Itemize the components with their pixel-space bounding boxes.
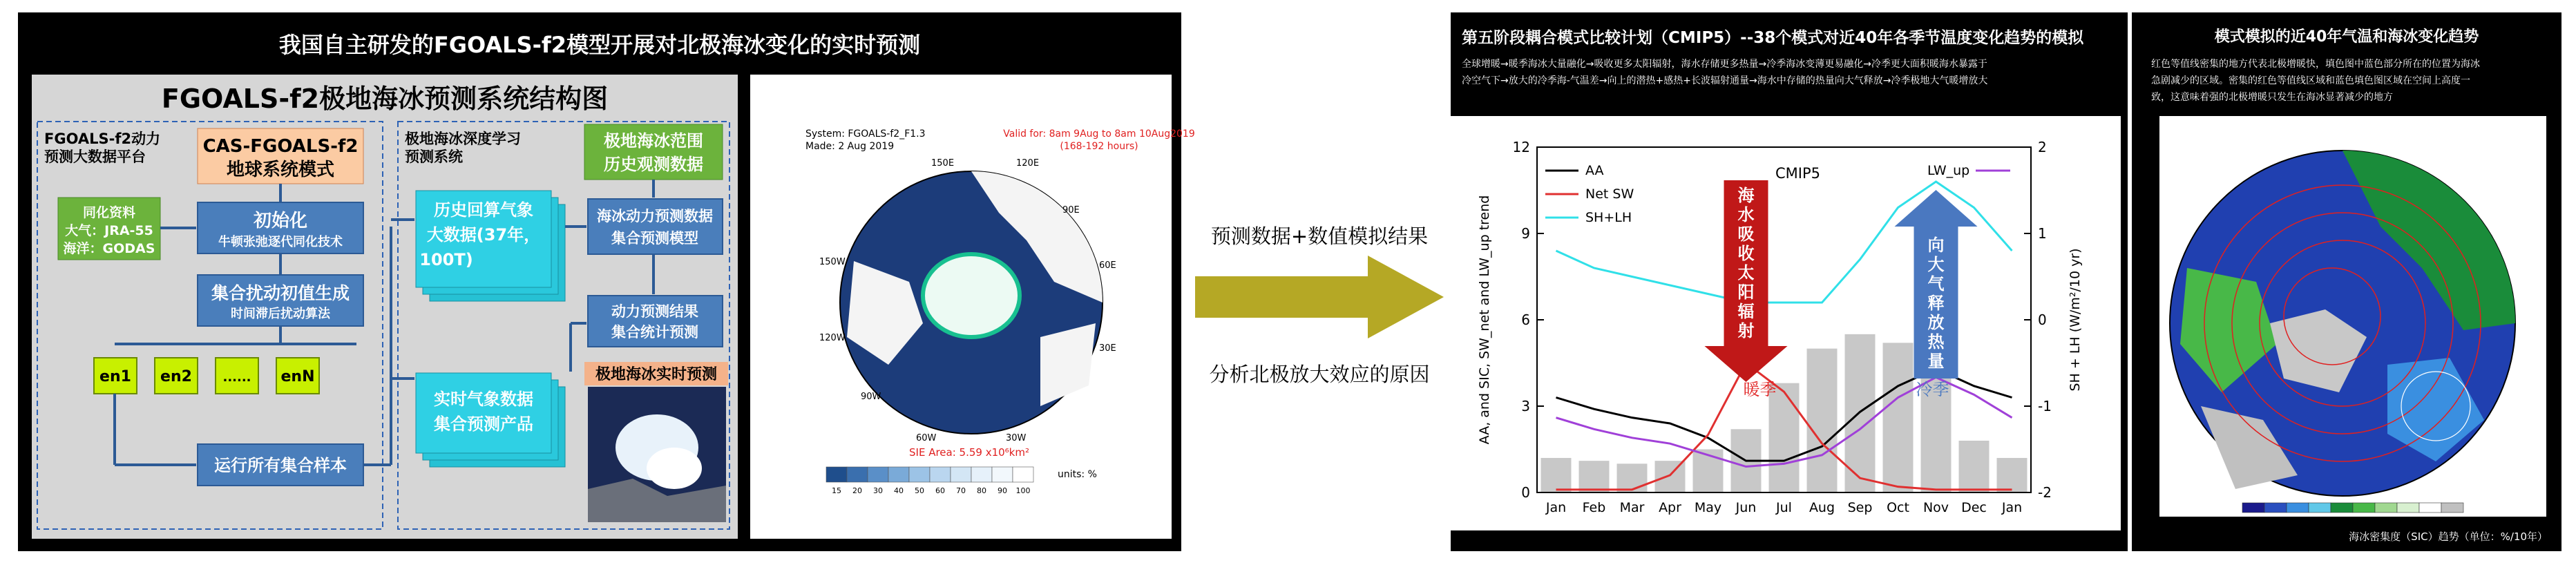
middle-bottom-text: 分析北极放大效应的原因 xyxy=(1209,363,1430,386)
map-colorbar-tick: 20 xyxy=(852,486,862,495)
map-sie-area: SIE Area: 5.59 x10⁶km² xyxy=(909,446,1029,459)
map-colorbar-cell xyxy=(930,467,951,482)
right-panel-desc-1: 全球增暖→暖季海冰大量融化→吸收更多太阳辐射，海水存储更多热量→冷季海冰变薄更易融化→冷季更大面积暖海水暴露于 xyxy=(1462,59,1987,70)
chart-ytick-label: 9 xyxy=(1521,225,1530,242)
trend-colorbar-cell xyxy=(2353,503,2375,513)
big-arrow xyxy=(1195,256,1451,338)
ens-gen-label-1: 集合扰动初值生成 xyxy=(211,283,350,303)
chart-ytick-label: 12 xyxy=(1512,139,1530,155)
map-colorbar-cell xyxy=(888,467,909,482)
map-colorbar xyxy=(826,467,1033,495)
up-arrow-char: 向 xyxy=(1927,236,1945,255)
trend-colorbar-cell xyxy=(2441,503,2463,513)
history-label-1: 历史回算气象 xyxy=(434,200,533,220)
ens-gen-label-2: 时间滞后扰动算法 xyxy=(231,307,330,321)
map-lon-label: 90E xyxy=(1062,205,1080,216)
left-group-label-1: FGOALS-f2动力 xyxy=(44,131,161,147)
map-colorbar-tick: 60 xyxy=(935,486,945,495)
structure-diagram xyxy=(32,75,738,539)
chart-xtick-label: Nov xyxy=(1923,500,1949,515)
map-lon-label: 120E xyxy=(1016,158,1040,169)
chart-xtick-label: Aug xyxy=(1809,500,1835,515)
chart-ytick-label: 0 xyxy=(1521,484,1530,501)
cas-box-label-1: CAS-FGOALS-f2 xyxy=(202,136,359,157)
history-label-2: 大数据(37年， xyxy=(426,225,541,245)
dyn-stats-label-2: 集合统计预测 xyxy=(611,324,698,341)
chart-y2tick-label: 1 xyxy=(2038,225,2047,242)
cmip5-chart-svg xyxy=(1451,116,2121,530)
chart-y2tick-label: -2 xyxy=(2038,484,2052,501)
right-small-panel xyxy=(2132,12,2561,551)
map-system: System: FGOALS-f2_F1.3 xyxy=(805,128,926,140)
chart-xtick-label: May xyxy=(1694,500,1722,515)
member-en1 xyxy=(94,358,137,394)
down-arrow-char: 吸 xyxy=(1737,224,1755,244)
member-enN xyxy=(276,358,319,394)
assim-label-1: 同化资料 xyxy=(82,205,136,220)
member-dots-label: ...... xyxy=(222,370,251,385)
obs-label-2: 历史观测数据 xyxy=(604,155,703,174)
map-colorbar-tick: 70 xyxy=(956,486,966,495)
obs-label-1: 极地海冰范围 xyxy=(604,131,703,151)
chart-y2tick-label: 0 xyxy=(2038,312,2047,328)
chart-bar xyxy=(1959,441,1990,492)
chart-xtick-label: Mar xyxy=(1619,500,1645,515)
trend-colorbar-cell xyxy=(2375,503,2397,513)
up-arrow-char: 热 xyxy=(1927,332,1945,352)
map-colorbar-tick: 15 xyxy=(832,486,841,495)
chart-y2tick-label: -1 xyxy=(2038,398,2052,414)
realtime-box xyxy=(416,373,551,453)
map-lon-label: 30W xyxy=(1006,433,1027,443)
up-arrow-char: 放 xyxy=(1927,313,1945,332)
trend-colorbar-cell xyxy=(2287,503,2309,513)
polar-land-3 xyxy=(1040,323,1096,406)
chart-ytick-label: 3 xyxy=(1521,398,1530,414)
chart-bar xyxy=(1807,349,1838,492)
chart-legend-label: SH+LH xyxy=(1585,210,1632,225)
right-small-title: 模式模拟的近40年气温和海冰变化趋势 xyxy=(2214,28,2479,46)
map-units: units: % xyxy=(1058,469,1097,480)
right-panel xyxy=(1451,12,2128,551)
member-en2-label: en2 xyxy=(160,368,192,385)
left-panel-title: 我国自主研发的FGOALS-f2模型开展对北极海冰变化的实时预测 xyxy=(278,32,921,58)
dyn-model-label-2: 集合预测模型 xyxy=(611,230,698,247)
right-small-desc-3: 致，这意味着强的北极增暖只发生在海冰显著减少的地方 xyxy=(2151,92,2393,103)
chart-legend-label: LW_up xyxy=(1927,163,1970,178)
chart-title: CMIP5 xyxy=(1775,165,1820,182)
chart-legend-label: Net SW xyxy=(1585,186,1634,202)
trend-colorbar-cell xyxy=(2419,503,2441,513)
map-colorbar-cell xyxy=(826,467,847,482)
assim-label-3: 海洋：GODAS xyxy=(63,241,155,256)
map-colorbar-cell xyxy=(868,467,888,482)
cas-box-label-2: 地球系统模式 xyxy=(226,160,335,180)
map-colorbar-cell xyxy=(847,467,868,482)
chart-xtick-label: Feb xyxy=(1582,500,1606,515)
map-lon-label: 150W xyxy=(819,257,846,267)
map-colorbar-tick: 80 xyxy=(977,486,986,495)
trend-colorbar xyxy=(2242,503,2463,513)
map-lon-label: 60E xyxy=(1099,260,1116,271)
map-colorbar-cell xyxy=(971,467,992,482)
chart-y2tick-label: 2 xyxy=(2038,139,2047,155)
map-colorbar-cell xyxy=(951,467,971,482)
big-arrow-icon xyxy=(1195,256,1444,338)
up-arrow-char: 气 xyxy=(1927,274,1945,294)
trend-colorbar-cell xyxy=(2309,503,2331,513)
chart-xtick-label: Oct xyxy=(1887,500,1909,515)
trend-colorbar-cell xyxy=(2331,503,2353,513)
chart-bar xyxy=(1579,461,1610,492)
trend-map-caption: 海冰密集度（SIC）趋势（单位：%/10年） xyxy=(2349,530,2548,543)
trend-map-svg xyxy=(2159,116,2546,517)
init-label-2: 牛顿张弛逐代同化技术 xyxy=(218,235,343,249)
trend-colorbar-cell xyxy=(2264,503,2287,513)
right-small-desc-2: 急剧减少的区域。密集的红色等值线区域和蓝色填色图区域在空间上高度一 xyxy=(2151,75,2470,86)
left-panel xyxy=(18,12,1195,551)
history-label-3: 100T) xyxy=(419,250,473,269)
realtime-label-1: 实时气象数据 xyxy=(434,390,533,409)
chart-bar xyxy=(1997,458,2028,492)
polar-sea-ice xyxy=(923,254,1020,337)
chart-xtick-label: Jul xyxy=(1776,500,1792,515)
structure-diagram-svg xyxy=(32,75,738,539)
realtime-pred-label: 极地海冰实时预测 xyxy=(595,366,718,383)
down-arrow-char: 水 xyxy=(1737,205,1755,224)
chart-bar xyxy=(1769,383,1800,492)
chart-xtick-label: Dec xyxy=(1961,500,1987,515)
cmip5-chart xyxy=(1451,116,2121,530)
member-en2 xyxy=(155,358,198,394)
chart-legend-label: AA xyxy=(1585,163,1604,178)
trend-colorbar-cell xyxy=(2397,503,2419,513)
up-arrow-char: 大 xyxy=(1927,255,1945,274)
warm-season-label: 暖季 xyxy=(1743,380,1777,400)
down-arrow-head xyxy=(1705,346,1788,382)
init-label-1: 初始化 xyxy=(253,211,308,231)
right-small-desc-1: 红色等值线密集的地方代表北极增暖快，填色图中蓝色部分所在的位置为海冰 xyxy=(2151,59,2480,70)
chart-xtick-label: Jun xyxy=(1735,500,1757,515)
map-lon-label: 30E xyxy=(1099,343,1116,354)
right-panel-desc-2: 冷空气下→放大的冷季海-气温差→向上的潜热+感热+长波辐射通量→海水中存储的热量向大气释放→冷季极地大气暖增放大 xyxy=(1462,75,1988,86)
chart-xtick-label: Jan xyxy=(2001,500,2023,515)
mid-group-label-1: 极地海冰深度学习 xyxy=(405,131,521,147)
dyn-model-label-1: 海冰动力预测数据 xyxy=(597,208,713,224)
chart-ylabel: AA, and SIC, SW_net and LW_up trend xyxy=(1477,195,1492,445)
right-panel-title: 第五阶段耦合模式比较计划（CMIP5）--38个模式对近40年各季节温度变化趋势的模拟 xyxy=(1462,29,2084,47)
middle-arrow-area xyxy=(1188,0,1451,565)
dyn-stats-label-1: 动力预测结果 xyxy=(611,303,698,320)
down-arrow-char: 海 xyxy=(1737,186,1755,205)
chart-bar xyxy=(1655,461,1686,492)
map-lon-label: 90W xyxy=(861,392,881,402)
map-lon-label: 60W xyxy=(916,433,937,443)
map-colorbar-cell xyxy=(1013,467,1033,482)
down-arrow-char: 阳 xyxy=(1737,282,1755,302)
map-colorbar-cell xyxy=(992,467,1013,482)
chart-ytick-label: 6 xyxy=(1521,312,1530,328)
member-dots xyxy=(216,358,258,394)
map-colorbar-tick: 30 xyxy=(873,486,883,495)
run-all-label: 运行所有集合样本 xyxy=(214,456,347,475)
up-arrow-char: 量 xyxy=(1927,352,1945,371)
chart-bar xyxy=(1617,463,1648,492)
assim-label-2: 大气：JRA-55 xyxy=(65,223,153,238)
chart-bar xyxy=(1541,458,1572,492)
chart-y2label: SH + LH (W/m²/10 yr) xyxy=(2068,248,2083,392)
map-colorbar-tick: 90 xyxy=(998,486,1007,495)
up-arrow-char: 释 xyxy=(1927,294,1945,313)
cold-season-label: 冷季 xyxy=(1916,380,1949,400)
up-arrow-head xyxy=(1895,190,1978,227)
realtime-label-2: 集合预测产品 xyxy=(434,414,533,434)
map-colorbar-tick: 40 xyxy=(894,486,904,495)
middle-top-text: 预测数据+数值模拟结果 xyxy=(1210,224,1429,248)
chart-bar xyxy=(1883,343,1914,492)
sea-ice-map xyxy=(750,75,1195,539)
down-arrow-char: 收 xyxy=(1737,244,1755,263)
member-enN-label: enN xyxy=(280,368,315,385)
member-en1-label: en1 xyxy=(99,368,131,385)
chart-xtick-label: Apr xyxy=(1659,500,1681,515)
map-colorbar-tick: 100 xyxy=(1015,486,1031,495)
trend-map xyxy=(2159,116,2546,517)
down-arrow-char: 射 xyxy=(1737,321,1755,341)
map-made: Made: 2 Aug 2019 xyxy=(805,141,895,152)
map-lon-label: 120W xyxy=(819,333,846,343)
trend-colorbar-cell xyxy=(2242,503,2264,513)
sea-ice-map-svg xyxy=(750,75,1195,539)
chart-xtick-label: Sep xyxy=(1847,500,1873,515)
map-colorbar-cell xyxy=(909,467,930,482)
map-valid-2: (168-192 hours) xyxy=(1060,141,1138,152)
map-colorbar-tick: 50 xyxy=(915,486,924,495)
diagram-title: FGOALS-f2极地海冰预测系统结构图 xyxy=(161,84,609,114)
down-arrow-char: 太 xyxy=(1737,263,1755,282)
map-lon-label: 150E xyxy=(931,158,955,169)
down-arrow-char: 辐 xyxy=(1737,302,1755,321)
chart-xtick-label: Jan xyxy=(1545,500,1567,515)
left-group-label-2: 预测大数据平台 xyxy=(44,149,146,165)
mid-group-label-2: 预测系统 xyxy=(405,149,463,165)
map-valid-1: Valid for: 8am 9Aug to 8am 10Aug2019 xyxy=(1003,128,1195,140)
